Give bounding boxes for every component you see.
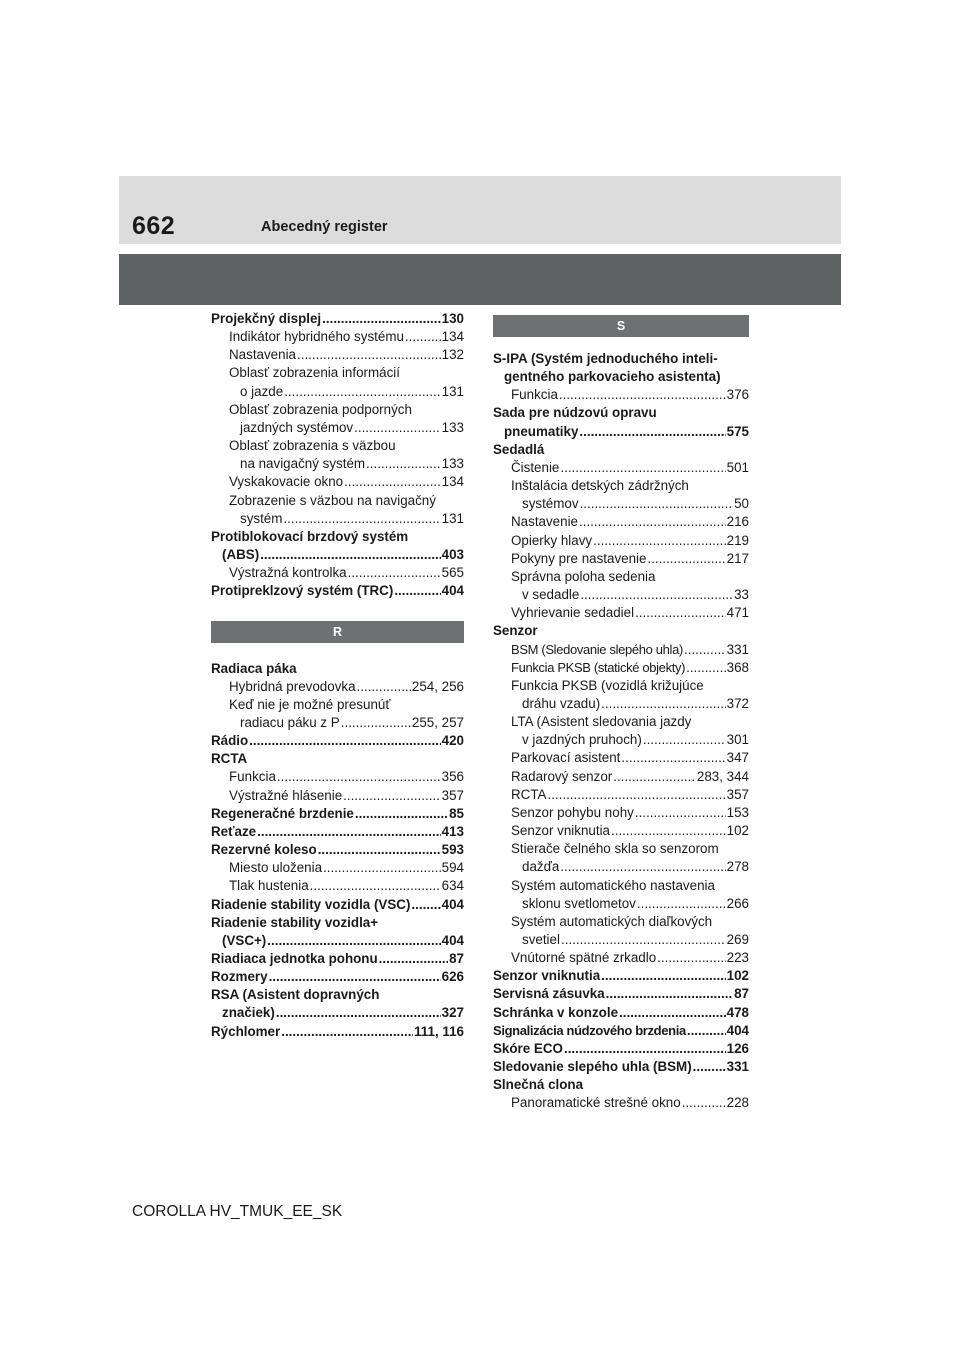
- dot-leader: [257, 823, 441, 841]
- index-entry-term: Riadiaca jednotka pohonu: [211, 951, 378, 966]
- dot-leader: [323, 859, 441, 877]
- index-page-ref[interactable]: 85: [449, 805, 464, 821]
- index-entry[interactable]: [493, 513, 749, 531]
- dot-leader: [276, 1004, 441, 1022]
- index-entry[interactable]: [493, 985, 749, 1003]
- index-entry[interactable]: [211, 383, 464, 401]
- index-entry-term: Vnútorné spätné zrkadlo: [511, 950, 657, 966]
- dot-leader: [318, 841, 441, 859]
- index-entry-term: jazdných systémov: [240, 419, 354, 435]
- index-entry-line: [493, 441, 749, 459]
- index-entry-term: Funkcia PKSB (vozidlá križujúce: [511, 677, 704, 693]
- dot-leader: [297, 346, 441, 364]
- section-title: Abecedný register: [261, 219, 388, 235]
- index-entry-line: [211, 492, 464, 510]
- dot-leader: [564, 1040, 726, 1058]
- index-entry-term: Vyhrievanie sedadiel: [511, 605, 635, 621]
- index-page-ref[interactable]: 413: [441, 823, 464, 839]
- index-entry[interactable]: [493, 949, 749, 967]
- dot-leader: [284, 383, 440, 401]
- index-page-ref[interactable]: 403: [441, 547, 464, 563]
- index-entry-term: sklonu svetlometov: [522, 895, 636, 911]
- index-entry-term: Systém automatických diaľkových: [511, 913, 713, 929]
- index-entry-term: Rozmery: [211, 969, 268, 985]
- index-entry-term: značiek): [222, 1005, 275, 1021]
- dot-leader: [580, 495, 734, 513]
- index-page-ref[interactable]: 33: [734, 587, 749, 603]
- index-entry-term: LTA (Asistent sledovania jazdy: [511, 714, 692, 730]
- index-entry-term: Protipreklzový systém (TRC): [211, 583, 394, 599]
- dot-leader: [580, 586, 733, 604]
- index-entry[interactable]: [211, 968, 464, 986]
- index-entry-term: RCTA: [211, 751, 248, 767]
- index-page-ref[interactable]: 111, 116: [414, 1023, 464, 1039]
- index-entry[interactable]: [493, 495, 749, 513]
- dot-leader: [606, 985, 733, 1003]
- index-entry-term: dažďa: [522, 859, 560, 875]
- index-entry-term: Senzor vniknutia: [493, 968, 601, 984]
- index-entry-line: [493, 477, 749, 495]
- index-entry[interactable]: [493, 641, 749, 659]
- index-page-ref[interactable]: 269: [726, 932, 749, 947]
- index-page-ref[interactable]: 217: [726, 550, 749, 566]
- dot-leader: [643, 731, 726, 749]
- dot-leader: [619, 1004, 726, 1022]
- dot-leader: [593, 532, 726, 550]
- index-page-ref[interactable]: 102: [726, 968, 749, 984]
- dot-leader: [394, 582, 440, 600]
- index-entry[interactable]: [211, 510, 464, 528]
- index-entry-term: gentného parkovacieho asistenta): [504, 369, 721, 385]
- index-page-ref[interactable]: 216: [726, 514, 749, 530]
- index-entry[interactable]: [493, 731, 749, 749]
- index-entry-term: Riadenie stability vozidla+: [211, 914, 379, 930]
- dot-leader: [693, 1058, 726, 1076]
- index-entry-term: na navigačný systém: [240, 456, 366, 472]
- dot-leader: [348, 564, 441, 582]
- index-entry-term: Zobrazenie s väzbou na navigačný: [229, 492, 436, 508]
- index-entry[interactable]: [211, 841, 464, 859]
- index-entry[interactable]: [211, 1023, 464, 1041]
- index-entry[interactable]: [493, 459, 749, 477]
- dot-leader: [411, 896, 440, 914]
- index-page-ref[interactable]: 420: [441, 733, 464, 749]
- index-entry-term: Rádio: [211, 733, 249, 749]
- index-page-ref[interactable]: 594: [441, 860, 464, 876]
- index-entry[interactable]: [211, 546, 464, 564]
- index-page-ref[interactable]: 478: [726, 1004, 749, 1020]
- index-page-ref[interactable]: 501: [726, 459, 749, 475]
- dot-leader: [601, 967, 726, 985]
- dot-leader: [621, 749, 725, 767]
- index-page-ref[interactable]: 372: [726, 695, 749, 711]
- dot-leader: [637, 895, 726, 913]
- index-page-ref[interactable]: 356: [441, 769, 464, 785]
- index-entry[interactable]: [493, 858, 749, 876]
- index-entry[interactable]: [211, 859, 464, 877]
- index-entry-term: v jazdných pruhoch): [522, 732, 642, 748]
- index-entry-line: [211, 528, 464, 546]
- index-page-ref[interactable]: 327: [441, 1005, 464, 1021]
- dot-leader: [559, 386, 726, 404]
- dot-leader: [601, 695, 725, 713]
- index-page-ref[interactable]: 134: [441, 474, 464, 490]
- index-entry-line: [211, 401, 464, 419]
- index-page-ref[interactable]: 266: [726, 895, 749, 911]
- dot-leader: [267, 932, 440, 950]
- index-entry-term: Tlak hustenia: [229, 878, 309, 894]
- index-entry-term: Parkovací asistent: [511, 750, 621, 766]
- index-entry[interactable]: [211, 787, 464, 805]
- dot-leader: [260, 546, 440, 564]
- dot-leader: [547, 786, 725, 804]
- header-dark-band: [119, 254, 841, 305]
- index-page-ref[interactable]: 283, 344: [696, 768, 749, 784]
- index-entry[interactable]: [493, 1022, 749, 1040]
- dot-leader: [561, 931, 726, 949]
- index-entry[interactable]: [211, 823, 464, 841]
- dot-leader: [343, 787, 441, 805]
- index-entry[interactable]: [493, 386, 749, 404]
- index-entry[interactable]: [211, 896, 464, 914]
- index-entry-term: Protiblokovací brzdový systém: [211, 528, 409, 544]
- index-column-left: [211, 310, 464, 1041]
- index-entry-term: Signalizácia núdzového brzdenia: [493, 1022, 686, 1038]
- index-page-ref[interactable]: 404: [441, 896, 464, 912]
- index-entry[interactable]: [211, 805, 464, 823]
- index-page-ref[interactable]: 153: [726, 804, 749, 820]
- index-entry[interactable]: [493, 423, 749, 441]
- index-entry-term: Hybridná prevodovka: [229, 678, 356, 694]
- page-number: 662: [132, 212, 176, 240]
- index-entry-term: pneumatiky: [504, 423, 579, 439]
- index-entry[interactable]: [493, 1094, 749, 1112]
- index-page-ref[interactable]: 634: [441, 878, 464, 894]
- dot-leader: [682, 1094, 726, 1112]
- index-page-ref[interactable]: 331: [726, 641, 749, 657]
- index-entry-term: Radiaca páka: [211, 660, 297, 676]
- dot-leader: [277, 768, 441, 786]
- index-entry[interactable]: [211, 877, 464, 895]
- index-entry-term: Rýchlomer: [211, 1023, 281, 1039]
- index-entry[interactable]: [211, 419, 464, 437]
- dot-leader: [249, 732, 440, 750]
- index-entry[interactable]: [493, 550, 749, 568]
- index-entry-term: Sada pre núdzovú opravu: [493, 405, 657, 421]
- index-entry-term: (VSC+): [222, 932, 267, 948]
- index-entry-term: Regeneračné brzdenie: [211, 805, 354, 821]
- index-page-ref[interactable]: 376: [726, 387, 749, 403]
- dot-leader: [635, 804, 726, 822]
- index-entry-term: Projekčný displej: [211, 311, 322, 326]
- index-entry-line: [211, 750, 464, 768]
- dot-leader: [684, 641, 726, 659]
- index-entry-term: Senzor pohybu nohy: [511, 804, 634, 820]
- index-entry-term: Funkcia: [511, 387, 558, 403]
- index-entry-line: [493, 913, 749, 931]
- index-entry[interactable]: [493, 659, 749, 677]
- index-entry-term: systém: [240, 510, 283, 526]
- index-entry-term: Miesto uloženia: [229, 860, 323, 876]
- index-page-ref[interactable]: 575: [726, 423, 749, 439]
- index-entry[interactable]: [493, 931, 749, 949]
- index-entry-term: Funkcia PKSB (statické objekty): [511, 659, 686, 675]
- index-page-ref[interactable]: 255, 257: [411, 714, 464, 730]
- index-entry[interactable]: [493, 695, 749, 713]
- index-page-ref[interactable]: 368: [726, 659, 749, 675]
- dot-leader: [354, 419, 441, 437]
- index-page-ref[interactable]: 278: [726, 859, 749, 875]
- index-entry[interactable]: [493, 967, 749, 985]
- index-entry-line: [211, 364, 464, 382]
- index-entry-term: Senzor: [493, 623, 538, 639]
- index-entry[interactable]: [211, 932, 464, 950]
- index-entry-term: Nastavenie: [511, 514, 578, 530]
- dot-leader: [613, 768, 696, 786]
- dot-leader: [647, 550, 725, 568]
- index-page-ref[interactable]: 219: [726, 532, 749, 548]
- dot-leader: [322, 310, 441, 328]
- index-entry[interactable]: [493, 586, 749, 604]
- index-entry-term: systémov: [522, 496, 579, 512]
- index-entry-term: S-IPA (Systém jednoduchého inteli-: [493, 351, 718, 366]
- index-entry-term: Oblasť zobrazenia podporných: [229, 401, 412, 417]
- index-entry-term: Senzor vniknutia: [511, 823, 610, 839]
- index-page-ref[interactable]: 404: [726, 1022, 749, 1038]
- dot-leader: [579, 513, 726, 531]
- index-page-ref[interactable]: 565: [441, 565, 464, 581]
- index-entry[interactable]: [493, 1058, 749, 1076]
- index-entry-term: Opierky hlavy: [511, 532, 593, 548]
- index-page-ref[interactable]: 331: [726, 1059, 749, 1075]
- dot-leader: [269, 968, 441, 986]
- index-entry[interactable]: [211, 328, 464, 346]
- index-entry-term: Výstražná kontrolka: [229, 565, 347, 581]
- dot-leader: [366, 455, 441, 473]
- index-entry-term: Schránka v konzole: [493, 1004, 619, 1020]
- index-entry-line: [493, 877, 749, 895]
- index-entry-term: Indikátor hybridného systému: [229, 329, 404, 345]
- index-entry-term: Sedadlá: [493, 441, 545, 457]
- index-entry-line: [211, 696, 464, 714]
- index-entry-term: Panoramatické strešné okno: [511, 1095, 681, 1111]
- index-entry[interactable]: [211, 1004, 464, 1022]
- index-entry[interactable]: [493, 532, 749, 550]
- index-page-ref[interactable]: 404: [441, 583, 464, 599]
- index-entry-term: Správna poloha sedenia: [511, 568, 656, 584]
- index-entry-term: RCTA: [511, 786, 547, 802]
- index-entry-line: [493, 368, 749, 386]
- index-entry-term: RSA (Asistent dopravných: [211, 987, 380, 1003]
- footer-model-code: COROLLA HV_TMUK_EE_SK: [132, 1203, 343, 1220]
- dot-leader: [560, 858, 725, 876]
- index-entry-line: [493, 713, 749, 731]
- dot-leader: [579, 423, 725, 441]
- index-entry-term: BSM (Sledovanie slepého uhla): [511, 641, 683, 657]
- index-entry[interactable]: [493, 1040, 749, 1058]
- dot-leader: [379, 950, 448, 968]
- index-entry-term: Keď nie je možné presunúť: [229, 696, 391, 712]
- dot-leader: [686, 659, 726, 677]
- index-page-ref[interactable]: 223: [726, 950, 749, 966]
- dot-leader: [635, 604, 726, 622]
- index-page-ref[interactable]: 87: [734, 986, 749, 1002]
- index-letter-heading: R: [211, 621, 464, 643]
- index-entry-line: [493, 350, 749, 368]
- index-entry[interactable]: [211, 582, 464, 600]
- index-entry[interactable]: [493, 768, 749, 786]
- dot-leader: [341, 714, 411, 732]
- dot-leader: [611, 822, 726, 840]
- index-entry-term: Reťaze: [211, 823, 257, 839]
- index-entry[interactable]: [211, 346, 464, 364]
- index-page-ref[interactable]: 228: [726, 1095, 749, 1111]
- index-page-ref[interactable]: 131: [441, 383, 464, 399]
- dot-leader: [357, 678, 411, 696]
- index-entry[interactable]: [493, 604, 749, 622]
- index-page-ref[interactable]: 131: [441, 510, 464, 526]
- dot-leader: [405, 328, 441, 346]
- index-entry[interactable]: [493, 786, 749, 804]
- dot-leader: [281, 1023, 413, 1041]
- index-entry[interactable]: [493, 822, 749, 840]
- index-entry-line: [211, 986, 464, 1004]
- index-entry-term: Slnečná clona: [493, 1077, 584, 1093]
- index-page-ref[interactable]: 357: [726, 786, 749, 802]
- index-entry[interactable]: [211, 950, 464, 968]
- index-entry[interactable]: [211, 768, 464, 786]
- index-entry-term: radiacu páku z P: [240, 714, 340, 730]
- index-entry-term: svetiel: [522, 932, 560, 947]
- index-entry-line: [493, 677, 749, 695]
- dot-leader: [344, 473, 441, 491]
- index-page-ref[interactable]: 404: [441, 932, 464, 948]
- index-page-ref[interactable]: 301: [726, 732, 749, 748]
- index-entry-term: v sedadle: [522, 587, 580, 603]
- index-column-right: [493, 315, 749, 1113]
- index-entry-line: [211, 437, 464, 455]
- index-entry-line: [211, 660, 464, 678]
- index-entry-line: [493, 1076, 749, 1094]
- index-page-ref[interactable]: 626: [441, 969, 464, 985]
- index-page-ref[interactable]: 133: [441, 419, 464, 435]
- index-entry-term: Funkcia: [229, 769, 276, 785]
- dot-leader: [283, 510, 440, 528]
- index-page-ref[interactable]: 471: [726, 605, 749, 621]
- index-page-ref[interactable]: 593: [441, 842, 464, 858]
- index-entry-term: Sledovanie slepého uhla (BSM): [493, 1059, 692, 1075]
- index-entry-term: Vyskakovacie okno: [229, 474, 344, 490]
- index-page-ref[interactable]: 126: [726, 1040, 749, 1056]
- index-entry-term: Inštalácia detských zádržných: [511, 478, 689, 494]
- index-entry-term: Čistenie: [511, 459, 560, 475]
- index-entry-term: Riadenie stability vozidla (VSC): [211, 896, 411, 912]
- index-entry-term: o jazde: [240, 383, 284, 399]
- index-entry[interactable]: [211, 732, 464, 750]
- index-entry[interactable]: [493, 895, 749, 913]
- index-entry-line: [493, 840, 749, 858]
- index-page-ref[interactable]: 130: [441, 311, 464, 326]
- index-entry[interactable]: [211, 473, 464, 491]
- index-entry-term: Nastavenia: [229, 347, 296, 363]
- index-page-ref[interactable]: 132: [441, 347, 464, 363]
- index-entry-term: Oblasť zobrazenia informácií: [229, 365, 400, 381]
- index-entry[interactable]: [211, 678, 464, 696]
- index-page-ref[interactable]: 254, 256: [411, 678, 464, 694]
- index-page-ref[interactable]: 102: [726, 823, 749, 839]
- index-page-ref[interactable]: 87: [449, 951, 464, 966]
- index-entry[interactable]: [211, 714, 464, 732]
- index-entry[interactable]: [211, 564, 464, 582]
- index-entry-line: [211, 914, 464, 932]
- index-entry[interactable]: [493, 804, 749, 822]
- index-entry-term: dráhu vzadu): [522, 695, 601, 711]
- index-entry-term: Pokyny pre nastavenie: [511, 550, 647, 566]
- index-entry[interactable]: [211, 310, 464, 328]
- index-entry-term: Stierače čelného skla so senzorom: [511, 841, 719, 857]
- dot-leader: [310, 877, 441, 895]
- index-entry-term: Systém automatického nastavenia: [511, 877, 715, 893]
- index-entry-term: Oblasť zobrazenia s väzbou: [229, 438, 396, 454]
- index-entry[interactable]: [493, 749, 749, 767]
- index-page-ref[interactable]: 50: [734, 496, 749, 512]
- dot-leader: [560, 459, 725, 477]
- index-entry[interactable]: [493, 1004, 749, 1022]
- index-entry-line: [493, 568, 749, 586]
- index-entry-term: Servisná zásuvka: [493, 986, 605, 1002]
- index-entry-term: Skóre ECO: [493, 1040, 563, 1056]
- index-page-ref[interactable]: 134: [441, 329, 464, 345]
- header-band: [119, 176, 841, 244]
- dot-leader: [657, 949, 725, 967]
- dot-leader: [355, 805, 448, 823]
- index-page-ref[interactable]: 357: [441, 787, 464, 803]
- index-entry-line: [493, 404, 749, 422]
- index-entry-term: Rezervné koleso: [211, 842, 317, 858]
- index-entry[interactable]: [211, 455, 464, 473]
- dot-leader: [687, 1022, 726, 1040]
- index-page-ref[interactable]: 347: [726, 750, 749, 766]
- index-entry-term: Radarový senzor: [511, 768, 613, 784]
- index-entry-term: Výstražné hlásenie: [229, 787, 343, 803]
- index-page-ref[interactable]: 133: [441, 456, 464, 472]
- index-entry-term: (ABS): [222, 547, 260, 563]
- index-entry-line: [493, 622, 749, 640]
- index-letter-heading: S: [493, 315, 749, 337]
